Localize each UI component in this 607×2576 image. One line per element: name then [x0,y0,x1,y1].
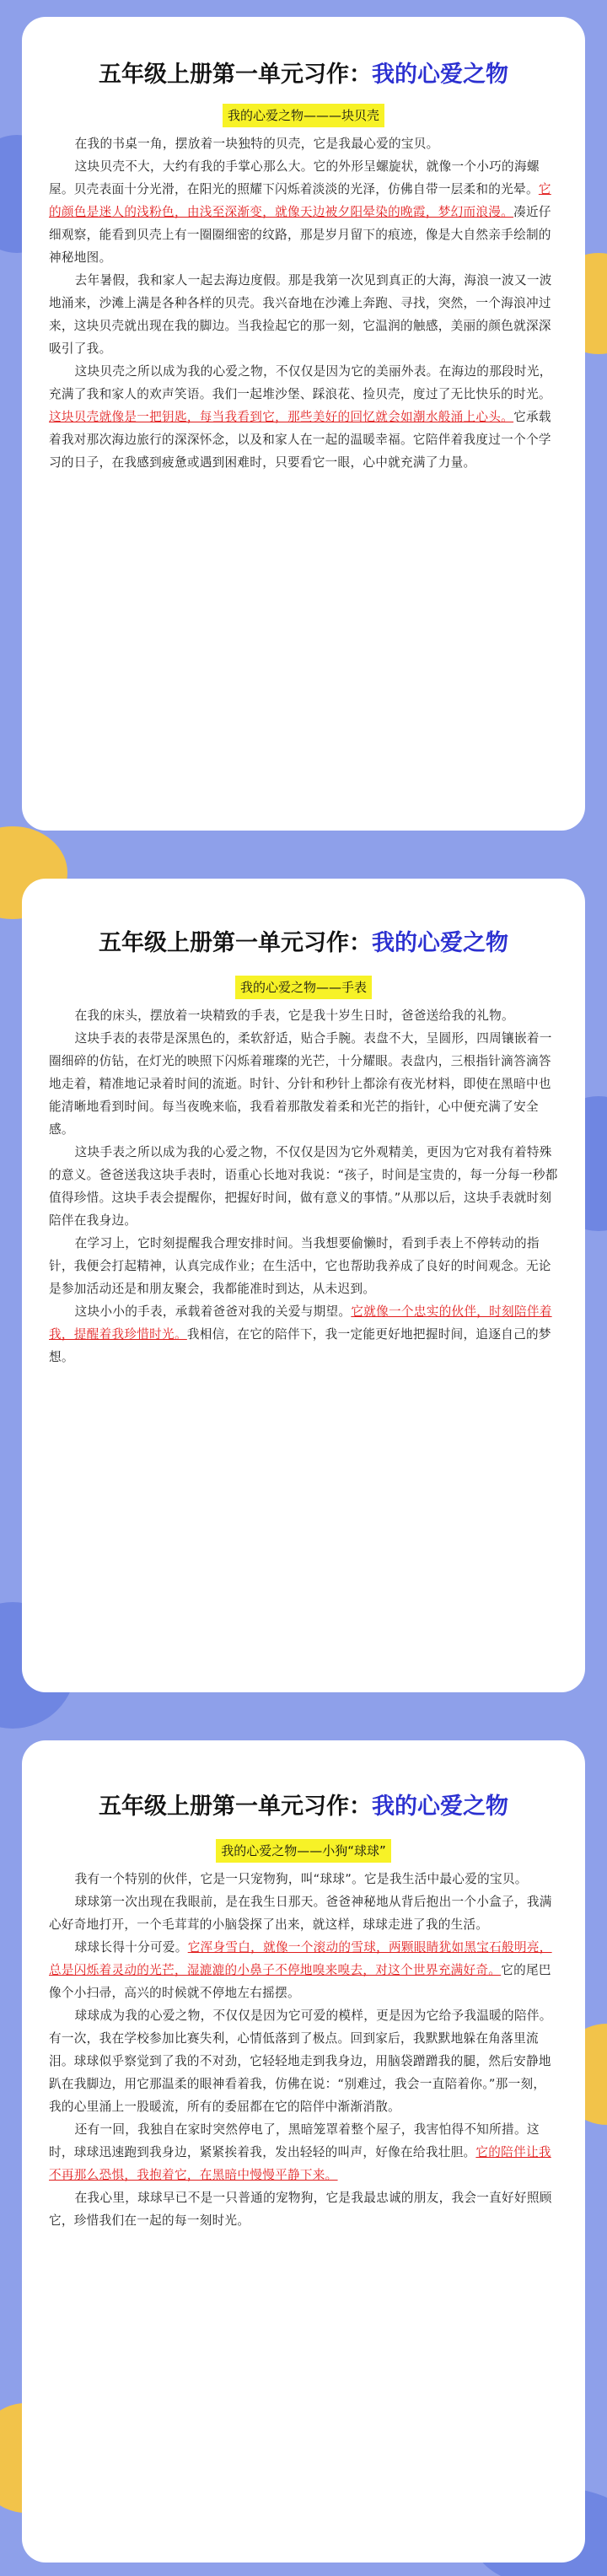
title-prefix: 五年级上册第一单元习作： [99,62,372,88]
essay-title [49,1788,558,1820]
paragraph [49,2004,558,2118]
paragraph-text: 在我的书桌一角，摆放着一块独特的贝壳，它是我最心爱的宝贝。 [74,137,439,151]
title-prefix: 五年级上册第一单元习作： [99,1794,372,1820]
paragraph-text: 这块手表的表带是深黑色的，柔软舒适，贴合手腕。表盘不大，呈圆形，四周镶嵌着一圈细碎的仿钻，在灯光的映照下闪烁着璀璨的光芒，十分耀眼。表盘内，三根指针滴答滴答地走着，精准地记录着时间的流逝。时针、分针和秒针上都涂有夜光材料，即使在黑暗中也能清晰地看到时间。每当夜晚来临，我看着那散发着柔和光芒的指针，心中便充满了安全感。 [49,1031,552,1137]
paragraph-text: 它的尾巴像个小扫帚，高兴的时候就不停地左右摇摆。 [49,1963,551,2000]
highlighted-sentence: 它浑身雪白，就像一个滚动的雪球，两颗眼睛犹如黑宝石般明亮，总是闪烁着灵动的光芒，湿漉漉的小鼻子不停地嗅来嗅去，对这个世界充满好奇。 [49,1940,552,1977]
essay-card-puppy [22,1740,585,2563]
paragraph [49,132,558,155]
essay-card-shell [22,17,585,831]
paragraph-text: 我相信，在它的陪伴下，我一定能更好地把握时间，追逐自己的梦想。 [49,1327,551,1364]
paragraph-text: 球球长得十分可爱。 [74,1940,188,1955]
paragraph-text: 在我心里，球球早已不是一只普通的宠物狗，它是我最忠诚的朋友，我会一直好好照顾它，珍惜我们在一起的每一刻时光。 [49,2191,552,2228]
essay-title [49,924,558,957]
paragraph [49,1868,558,1890]
title-accent: 我的心爱之物 [372,930,508,956]
paragraph [49,1300,558,1369]
paragraph [49,1936,558,2004]
essay-card-watch [22,879,585,1692]
paragraph-text: 凑近仔细观察，能看到贝壳上有一圈圈细密的纹路，那是岁月留下的痕迹，像是大自然亲手绘制的神秘地图。 [49,205,551,265]
paragraph [49,2118,558,2186]
highlighted-sentence: 这块贝壳就像是一把钥匙，每当我看到它，那些美好的回忆就会如潮水般涌上心头。 [49,410,514,424]
paragraph-text: 这块贝壳不大，大约有我的手掌心那么大。它的外形呈螺旋状，就像一个小巧的海螺屋。贝壳表面十分光滑，在阳光的照耀下闪烁着淡淡的光泽，仿佛自带一层柔和的光晕。 [49,159,540,196]
highlighted-sentence: 它就像一个忠实的伙伴，时刻陪伴着我，提醒着我珍惜时光。 [49,1304,552,1342]
paragraph [49,1890,558,1936]
highlighted-sentence: 它的陪伴让我不再那么恐惧，我抱着它，在黑暗中慢慢平静下来。 [49,2145,551,2182]
essay-subtitle: 我的心爱之物———块贝壳 [223,104,384,127]
paragraph-text: 我有一个特别的伙伴，它是一只宠物狗，叫“球球”。它是我生活中最心爱的宝贝。 [74,1872,528,1886]
paragraph-text: 在我的床头，摆放着一块精致的手表，它是我十岁生日时，爸爸送给我的礼物。 [74,1008,514,1023]
paragraph [49,2186,558,2232]
paragraph-text: 在学习上，它时刻提醒我合理安排时间。当我想要偷懒时，看到手表上不停转动的指针，我便会打起精神，认真完成作业；在生活中，它也帮助我养成了良好的时间观念。无论是参加活动还是和朋友聚会，我都能准时到达，从未迟到。 [49,1236,551,1296]
paragraph [49,1232,558,1300]
paragraph-text: 去年暑假，我和家人一起去海边度假。那是我第一次见到真正的大海，海浪一波又一波地涌来，沙滩上满是各种各样的贝壳。我兴奋地在沙滩上奔跑、寻找，突然，一个海浪冲过来，这块贝壳就出现在我的脚边。当我捡起它的那一刻，它温润的触感，美丽的颜色就深深吸引了我。 [49,273,552,356]
paragraph [49,1004,558,1027]
highlighted-sentence: 它的颜色是迷人的浅粉色，由浅至深渐变，就像天边被夕阳晕染的晚霞，梦幻而浪漫。 [49,182,551,219]
essay-body [49,1868,558,2232]
title-prefix: 五年级上册第一单元习作： [99,930,372,956]
essay-title [49,56,558,89]
essay-body [49,132,558,474]
essay-subtitle: 我的心爱之物——小狗“球球” [216,1839,391,1863]
paragraph-text: 这块贝壳之所以成为我的心爱之物，不仅仅是因为它的美丽外表。在海边的那段时光，充满了我和家人的欢声笑语。我们一起堆沙堡、踩浪花、捡贝壳，度过了无比快乐的时光。 [49,364,552,401]
paragraph-text: 还有一回，我独自在家时突然停电了，黑暗笼罩着整个屋子，我害怕得不知所措。这时，球球迅速跑到我身边，紧紧挨着我，发出轻轻的叫声，好像在给我壮胆。 [49,2122,540,2159]
title-accent: 我的心爱之物 [372,62,508,88]
paragraph-text: 球球第一次出现在我眼前，是在我生日那天。爸爸神秘地从背后抱出一个小盒子，我满心好奇地打开，一个毛茸茸的小脑袋探了出来，就这样，球球走进了我的生活。 [49,1895,552,1932]
essay-subtitle: 我的心爱之物——手表 [235,976,372,999]
title-accent: 我的心爱之物 [372,1794,508,1820]
essay-body [49,1004,558,1369]
paragraph [49,269,558,360]
paragraph [49,1141,558,1232]
paragraph [49,360,558,474]
paragraph-text: 这块小小的手表，承载着爸爸对我的关爱与期望。 [74,1304,352,1319]
paragraph [49,1027,558,1141]
paragraph-text: 球球成为我的心爱之物，不仅仅是因为它可爱的模样，更是因为它给予我温暖的陪伴。有一次，我在学校参加比赛失利，心情低落到了极点。回到家后，我默默地躲在角落里流泪。球球似乎察觉到了我的不对劲，它轻轻地走到我身边，用脑袋蹭蹭我的腿，然后安静地趴在我脚边，用它那温柔的眼神看着我，仿佛在说：“别难过，我会一直陪着你。”那一刻，我的心里涌上一股暖流，所有的委屈都在它的陪伴中渐渐消散。 [49,2009,552,2114]
paragraph-text: 这块手表之所以成为我的心爱之物，不仅仅是因为它外观精美，更因为它对我有着特殊的意义。爸爸送我这块手表时，语重心长地对我说：“孩子，时间是宝贵的，每一分每一秒都值得珍惜。这块手表会提醒你，把握好时间，做有意义的事情。”从那以后，这块手表就时刻陪伴在我身边。 [49,1145,558,1228]
paragraph [49,155,558,269]
paragraph-text: 它承载着我对那次海边旅行的深深怀念，以及和家人在一起的温暖幸福。它陪伴着我度过一个个学习的日子，在我感到疲惫或遇到困难时，只要看它一眼，心中就充满了力量。 [49,410,551,470]
